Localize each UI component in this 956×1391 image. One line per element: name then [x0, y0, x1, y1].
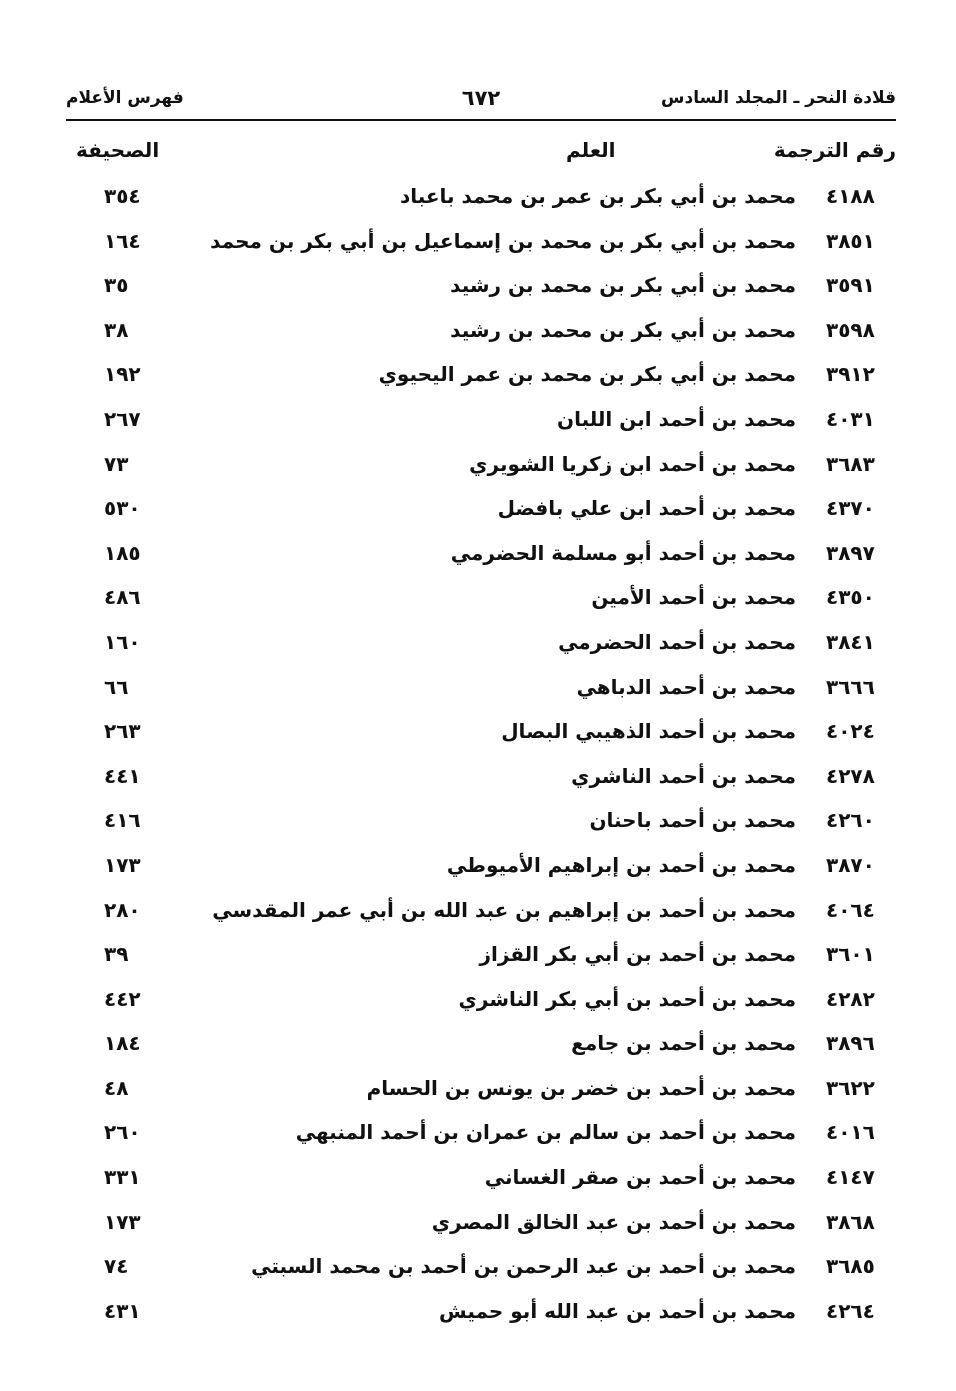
index-row [66, 977, 896, 1022]
header-divider [66, 119, 896, 121]
entry-number: ٤٢٦٤ [826, 1298, 875, 1323]
entry-number: ٤٢٨٢ [826, 986, 875, 1011]
column-header-page: الصحيفة [76, 138, 160, 162]
page-reference: ٣٥ [104, 273, 129, 298]
person-name: محمد بن أحمد بن عبد الرحمن بن أحمد بن محمد السبتي [251, 1254, 796, 1279]
index-row [66, 531, 896, 576]
column-header-name: العلم [566, 138, 616, 162]
index-row [66, 1200, 896, 1245]
column-header-entry-number: رقم الترجمة [773, 138, 896, 162]
person-name: محمد بن أحمد الأمين [591, 585, 796, 610]
index-row [66, 665, 896, 710]
page-reference: ٧٤ [104, 1254, 129, 1279]
entry-number: ٣٥٩٨ [826, 317, 875, 342]
person-name: محمد بن أحمد الحضرمي [558, 629, 796, 654]
entry-number: ٤٢٧٨ [826, 763, 875, 788]
person-name: محمد بن أحمد أبو مسلمة الحضرمي [450, 540, 796, 565]
person-name: محمد بن أبي بكر بن عمر بن محمد باعباد [399, 184, 796, 208]
entry-number: ٤٠٢٤ [826, 719, 875, 744]
index-row [66, 1289, 896, 1334]
page-reference: ٣٩ [104, 942, 129, 967]
entry-number: ٣٨٦٨ [826, 1209, 875, 1234]
entry-number: ٣٨٩٧ [826, 540, 875, 565]
index-row [66, 1066, 896, 1111]
page-reference: ١٦٠ [104, 629, 141, 654]
page-reference: ٣٥٤ [104, 184, 141, 208]
index-row [66, 308, 896, 353]
person-name: محمد بن أحمد بن عبد الله أبو حميش [439, 1298, 796, 1323]
book-title: قلادة النحر ـ المجلد السادس [661, 88, 896, 108]
entry-number: ٤١٤٧ [826, 1165, 875, 1190]
page-reference: ١٧٣ [104, 1209, 141, 1234]
page-reference: ١٨٤ [104, 1031, 141, 1056]
person-name: محمد بن أحمد باحنان [589, 808, 796, 833]
person-name: محمد بن أحمد بن أبي بكر الناشري [458, 986, 796, 1011]
entry-number: ٣٦٢٢ [826, 1075, 875, 1100]
column-headers [66, 138, 896, 172]
page-reference: ١٧٣ [104, 852, 141, 877]
person-name: محمد بن أحمد بن خضر بن يونس بن الحسام [366, 1075, 796, 1100]
person-name: محمد بن أحمد الناشري [571, 763, 796, 788]
index-row [66, 1155, 896, 1200]
entry-number: ٣٥٩١ [826, 273, 875, 298]
page-number: ٦٧٢ [461, 86, 501, 110]
entry-number: ٣٩١٢ [826, 362, 875, 387]
person-name: محمد بن أحمد ابن علي بافضل [497, 496, 796, 521]
page-reference: ٢٦٧ [104, 406, 141, 431]
person-name: محمد بن أبي بكر بن محمد بن رشيد [450, 273, 796, 298]
person-name: محمد بن أحمد بن سالم بن عمران بن أحمد المنبهي [295, 1120, 796, 1145]
entry-number: ٣٦٨٣ [826, 451, 875, 476]
person-name: محمد بن أحمد بن إبراهيم الأميوطي [446, 852, 796, 877]
person-name: محمد بن أحمد الذهيبي البصال [501, 719, 796, 744]
page-reference: ٣٨ [104, 317, 129, 342]
index-row [66, 932, 896, 977]
entry-number: ٣٨٤١ [826, 629, 875, 654]
index-row [66, 888, 896, 933]
page-reference: ٢٨٠ [104, 897, 141, 922]
page-reference: ٤١٦ [104, 808, 141, 833]
index-row [66, 843, 896, 888]
entry-number: ٣٨٧٠ [826, 852, 875, 877]
person-name: محمد بن أحمد الدباهي [576, 674, 796, 699]
person-name: محمد بن أحمد ابن زكريا الشويري [469, 451, 796, 476]
entry-number: ٤٠٦٤ [826, 897, 875, 922]
index-row [66, 1110, 896, 1155]
index-row [66, 442, 896, 487]
entry-number: ٤٠٣١ [826, 406, 875, 431]
person-name: محمد بن أحمد بن عبد الخالق المصري [431, 1209, 796, 1234]
index-row [66, 486, 896, 531]
entry-number: ٣٨٩٦ [826, 1031, 875, 1056]
index-row [66, 397, 896, 442]
page-reference: ٦٦ [104, 674, 129, 699]
index-row [66, 352, 896, 397]
page-reference: ٣٣١ [104, 1165, 141, 1190]
index-row [66, 798, 896, 843]
index-row [66, 1244, 896, 1289]
entry-number: ٣٨٥١ [826, 228, 875, 253]
entry-number: ٤٠١٦ [826, 1120, 875, 1145]
index-row [66, 263, 896, 308]
page-reference: ٤٨٦ [104, 585, 141, 610]
page-reference: ٤٤١ [104, 763, 141, 788]
index-row [66, 219, 896, 264]
person-name: محمد بن أبي بكر بن محمد بن إسماعيل بن أبي بكر بن محمد [210, 228, 796, 253]
index-list [66, 174, 896, 1333]
index-row [66, 575, 896, 620]
person-name: محمد بن أحمد ابن اللبان [557, 406, 796, 431]
person-name: محمد بن أحمد بن إبراهيم بن عبد الله بن أبي عمر المقدسي [212, 897, 796, 922]
entry-number: ٣٦٠١ [826, 942, 875, 967]
section-title: فهرس الأعلام [66, 88, 184, 108]
page-reference: ٤٨ [104, 1075, 129, 1100]
page-reference: ١٨٥ [104, 540, 141, 565]
index-row [66, 620, 896, 665]
page-reference: ١٦٤ [104, 228, 141, 253]
page-reference: ٥٣٠ [104, 496, 141, 521]
entry-number: ٣٦٦٦ [826, 674, 875, 699]
index-row [66, 754, 896, 799]
person-name: محمد بن أبي بكر بن محمد بن رشيد [450, 317, 796, 342]
index-row [66, 709, 896, 754]
entry-number: ٤٣٧٠ [826, 496, 875, 521]
running-header [66, 84, 896, 114]
person-name: محمد بن أحمد بن جامع [571, 1031, 796, 1056]
entry-number: ٣٦٨٥ [826, 1254, 875, 1279]
page-reference: ٤٤٢ [104, 986, 141, 1011]
page-reference: ١٩٢ [104, 362, 141, 387]
index-row [66, 174, 896, 219]
page-reference: ٢٦٣ [104, 719, 141, 744]
entry-number: ٤١٨٨ [826, 184, 875, 208]
page-reference: ٧٣ [104, 451, 129, 476]
entry-number: ٤٢٦٠ [826, 808, 875, 833]
entry-number: ٤٣٥٠ [826, 585, 875, 610]
person-name: محمد بن أبي بكر بن محمد بن عمر اليحيوي [378, 362, 796, 387]
person-name: محمد بن أحمد بن أبي بكر القزاز [479, 942, 796, 967]
index-row [66, 1021, 896, 1066]
person-name: محمد بن أحمد بن صقر الغساني [484, 1165, 796, 1190]
page-reference: ٢٦٠ [104, 1120, 141, 1145]
page-reference: ٤٣١ [104, 1298, 141, 1323]
